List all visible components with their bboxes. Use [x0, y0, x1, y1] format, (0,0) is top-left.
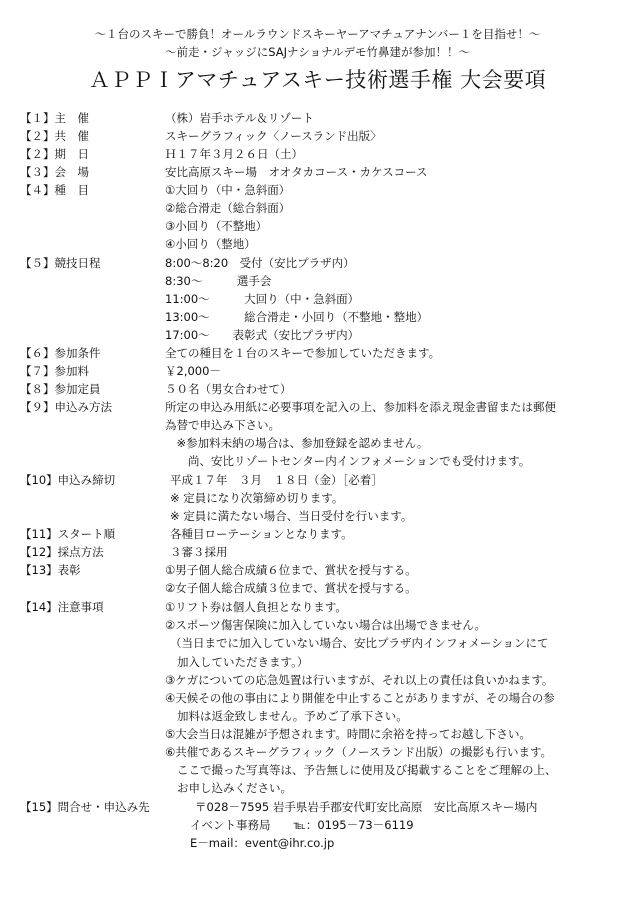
section-text: ②スポーツ傷害保険に加入していない場合は出場できません。 [165, 618, 487, 632]
section-text: 加料は返金致しません。予めご了承下さい。 [177, 709, 408, 723]
section-text: ⑤大会当日は混雑が予想されます。時間に余裕を持ってお越し下さい。 [165, 727, 531, 741]
section-label: 【２】期 日 [20, 147, 89, 161]
section-text: ②総合滑走（総合斜面） [165, 201, 291, 215]
section-text: 13:00～ 総合滑走・小回り（不整地・整地） [165, 310, 429, 324]
section-label: 【15】問合せ・申込み先 [20, 800, 150, 814]
section-text: 8:00～8:20 受付（安比プラザ内） [165, 256, 355, 270]
section-label: 【５】競技日程 [20, 256, 101, 270]
section-text: E－mail：event@ihr.co.jp [190, 836, 335, 850]
section-text: ⑥共催であるスキーグラフィック（ノースランド出版）の撮影も行います。 [165, 745, 553, 759]
section-text: ③小回り（不整地） [165, 219, 268, 233]
section-text: 各種目ローテーションとなります。 [170, 527, 353, 541]
section-label: 【10】申込み締切 [20, 473, 116, 487]
section-text: 所定の申込み用紙に必要事項を記入の上、参加料を添え現金書留または郵便 [165, 400, 556, 414]
page-title: ＡＰＰＩアマチュアスキー技術選手権 大会要項 [88, 68, 547, 92]
section-text: イベント事務局 ℡：0195－73－6119 [190, 818, 414, 832]
section-text: 平成１７年 ３月 １８日（金）［必着］ [170, 473, 383, 487]
section-text: 安比高原スキー場 オオタカコース・カケスコース [165, 165, 428, 179]
section-label: 【８】参加定員 [20, 382, 101, 396]
section-text: ①大回り（中・急斜面） [165, 183, 291, 197]
section-text: ※ 定員に満たない場合、当日受付を行います。 [170, 509, 413, 523]
section-text: ④天候その他の事由により開催を中止することがありますが、その場合の参 [165, 691, 555, 705]
section-text: ￥2,000－ [165, 364, 221, 378]
section-label: 【13】表彰 [20, 563, 81, 577]
section-text: Ｈ１７年３月２６日（土） [165, 147, 303, 161]
section-text: ※参加料未納の場合は、参加登録を認めません。 [165, 436, 429, 450]
section-text: ３審３採用 [170, 545, 228, 559]
section-text: ②女子個人総合成績３位まで、賞状を授与する。 [165, 581, 417, 595]
section-text: 8:30～ 選手会 [165, 274, 272, 288]
section-label: 【14】注意事項 [20, 600, 104, 614]
section-text: ５０名（男女合わせて） [165, 382, 292, 396]
section-text: ①リフト券は個人負担となります。 [165, 600, 347, 614]
section-label: 【１】主 催 [20, 111, 89, 125]
section-label: 【２】共 催 [20, 129, 89, 143]
section-text: 17:00～ 表彰式（安比プラザ内） [165, 328, 360, 342]
section-label: 【４】種 目 [20, 183, 89, 197]
section-text: ここで撮った写真等は、予告無しに使用及び掲載することをご理解の上、 [177, 763, 557, 777]
section-label: 【７】参加料 [20, 364, 89, 378]
section-text: ①男子個人総合成績６位まで、賞状を授与する。 [165, 563, 417, 577]
section-text: 全ての種目を１台のスキーで参加していただきます。 [165, 346, 441, 360]
section-text: 尚、安比リゾートセンター内インフォメーションでも受付けます。 [165, 454, 531, 468]
section-text: スキーグラフィック〈ノースランド出版〉 [165, 129, 382, 143]
subtitle-2: ～前走・ジャッジにSAJナショナルデモ竹鼻建が参加！！～ [164, 45, 470, 59]
section-label: 【９】申込み方法 [20, 400, 112, 414]
section-text: ※ 定員になり次第締め切ります。 [170, 491, 344, 505]
section-text: （株）岩手ホテル＆リゾート [165, 111, 314, 125]
section-label: 【６】参加条件 [20, 346, 101, 360]
section-label: 【３】会 場 [20, 165, 89, 179]
subtitle-1: ～１台のスキーで勝負！オールラウンドスキーヤーアマチュアナンバー１を目指せ！～ [94, 27, 541, 41]
section-text: 加入していただきます。） [177, 655, 309, 669]
section-text: ③ケガについての応急処置は行いますが、それ以上の責任は負いかねます。 [165, 673, 554, 687]
section-text: （当日までに加入していない場合、安比プラザ内インフォメーションにて [170, 636, 549, 650]
section-text: 〒028－7595 岩手県岩手郡安代町安比高原 安比高原スキー場内 [195, 800, 538, 814]
section-label: 【12】採点方法 [20, 545, 104, 559]
section-text: 為替で申込み下さい。 [165, 418, 280, 432]
section-text: ④小回り（整地） [165, 237, 256, 251]
section-label: 【11】スタート順 [20, 527, 116, 541]
section-text: お申し込みください。 [177, 781, 292, 795]
section-text: 11:00～ 大回り（中・急斜面） [165, 292, 360, 306]
